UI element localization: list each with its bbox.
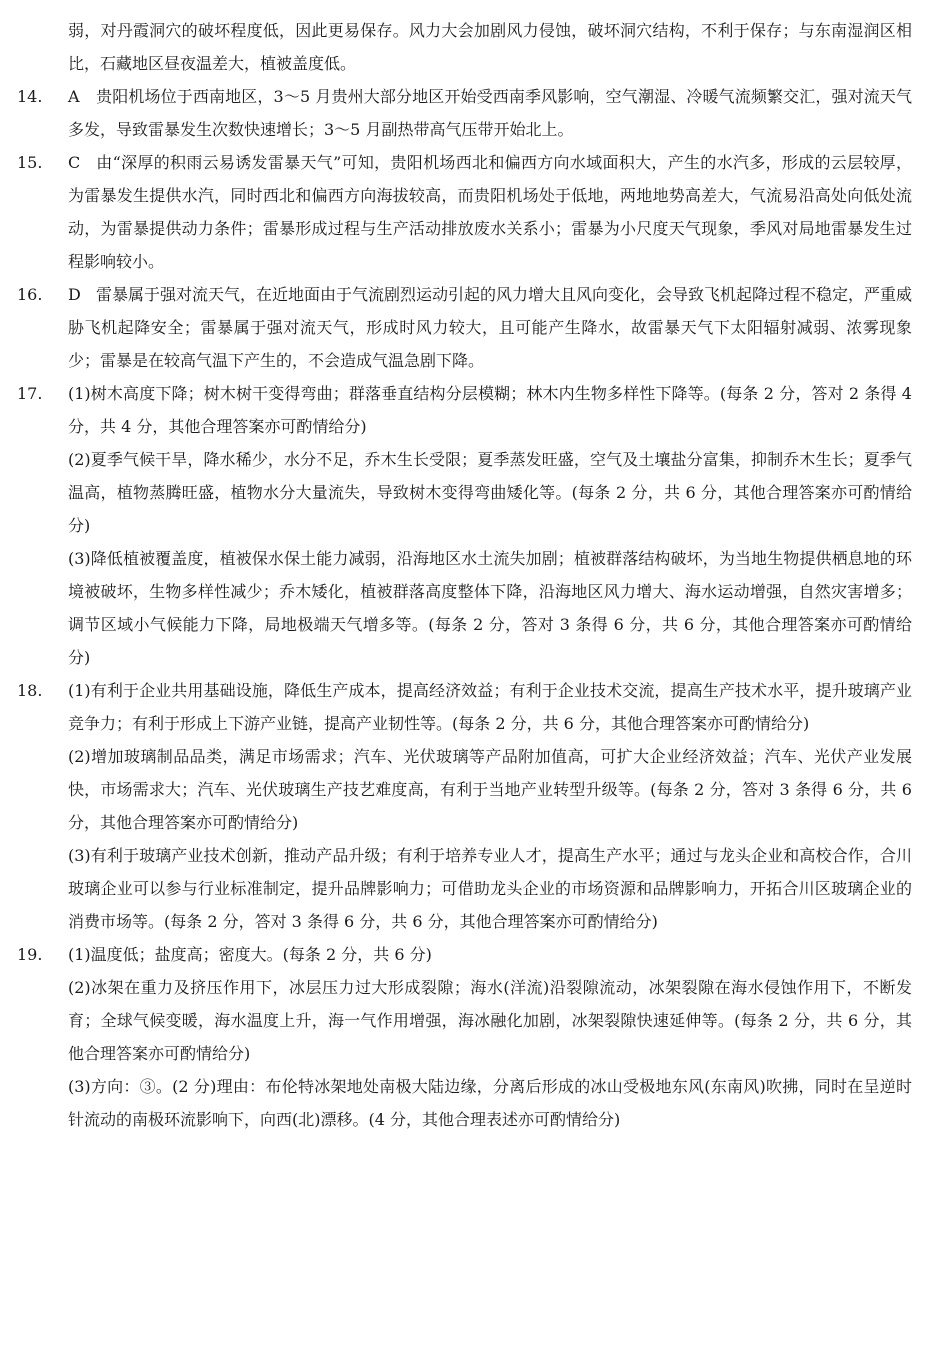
question-19 bbox=[17, 938, 912, 1136]
explanation-text: 雷暴属于强对流天气，在近地面由于气流剧烈运动引起的风力增大且风向变化，会导致飞机起降过程不稳定，严重威胁飞机起降安全；雷暴属于强对流天气，形成时风力较大，且可能产生降水，故雷暴天气下太阳辐射减弱、浓雾现象少；雷暴是在较高气温下产生的，不会造成气温急剧下降。 bbox=[68, 285, 913, 370]
question-number: 16. bbox=[17, 285, 43, 304]
continuation-text: 弱，对丹霞洞穴的破坏程度低，因此更易保存。风力大会加剧风力侵蚀，破坏洞穴结构，不利于保存；与东南湿润区相比，石藏地区昼夜温差大，植被盖度低。 bbox=[68, 21, 912, 73]
explanation-text: 贵阳机场位于西南地区，3～5 月贵州大部分地区开始受西南季风影响，空气潮湿、冷暖气流频繁交汇，强对流天气多发，导致雷暴发生次数快速增长；3～5 月副热带高气压带开始北上。 bbox=[68, 87, 912, 139]
sub-answer-3: (3)降低植被覆盖度，植被保水保土能力减弱，沿海地区水土流失加剧；植被群落结构破坏，为当地生物提供栖息地的环境被破坏，生物多样性减少；乔木矮化，植被群落高度整体下降，沿海地区风力增大、海水运动增强，自然灾害增多；调节区域小气候能力下降，局地极端天气增多等。(每条 2 分，答对 3 条得 6 分，共 6 分，其他合理答案亦可酌情给分) bbox=[68, 549, 912, 667]
question-14 bbox=[17, 80, 912, 146]
question-17 bbox=[17, 377, 912, 674]
sub-answer-2: (2)增加玻璃制品品类，满足市场需求；汽车、光伏玻璃等产品附加值高，可扩大企业经济效益；汽车、光伏产业发展快，市场需求大；汽车、光伏玻璃生产技艺难度高，有利于当地产业转型升级等。(每条 2 分，答对 3 条得 6 分，共 6 分，其他合理答案亦可酌情给分) bbox=[68, 747, 912, 832]
question-number: 15. bbox=[17, 153, 43, 172]
sub-answer-1: (1)树木高度下降；树木树干变得弯曲；群落垂直结构分层模糊；林木内生物多样性下降等。(每条 2 分，答对 2 条得 4 分，共 4 分，其他合理答案亦可酌情给分) bbox=[68, 384, 912, 436]
question-number: 19. bbox=[17, 945, 43, 964]
sub-answer-1: (1)温度低；盐度高；密度大。(每条 2 分，共 6 分) bbox=[68, 945, 432, 964]
sub-answer-3: (3)有利于玻璃产业技术创新，推动产品升级；有利于培养专业人才，提高生产水平；通过与龙头企业和高校合作，合川玻璃企业可以参与行业标准制定，提升品牌影响力；可借助龙头企业的市场资源和品牌影响力，开拓合川区玻璃企业的消费市场等。(每条 2 分，答对 3 条得 6 分，共 6 分，其他合理答案亦可酌情给分) bbox=[68, 846, 912, 931]
answer-letter: C bbox=[68, 153, 81, 172]
question-answer bbox=[68, 278, 912, 377]
question-16 bbox=[17, 278, 913, 377]
sub-answer-3: (3)方向：③。(2 分)理由：布伦特冰架地处南极大陆边缘，分离后形成的冰山受极地东风(东南风)吹拂，同时在呈逆时针流动的南极环流影响下，向西(北)漂移。(4 分，其他合理表述亦可酌情给分) bbox=[68, 1077, 912, 1129]
question-answer bbox=[68, 80, 912, 146]
sub-answer-1: (1)有利于企业共用基础设施，降低生产成本，提高经济效益；有利于企业技术交流，提高生产技术水平，提升玻璃产业竞争力；有利于形成上下游产业链，提高产业韧性等。(每条 2 分，共 6 分，其他合理答案亦可酌情给分) bbox=[68, 681, 912, 733]
question-15 bbox=[17, 146, 912, 278]
question-18 bbox=[17, 674, 912, 938]
answer-letter: A bbox=[68, 87, 80, 106]
question-answer bbox=[68, 146, 912, 278]
question-number: 18. bbox=[17, 681, 43, 700]
question-number: 14. bbox=[17, 87, 43, 106]
sub-answer-2: (2)冰架在重力及挤压作用下，冰层压力过大形成裂隙；海水(洋流)沿裂隙流动，冰架裂隙在海水侵蚀作用下，不断发育；全球气候变暖，海水温度上升，海一气作用增强，海冰融化加剧，冰架裂隙快速延伸等。(每条 2 分，共 6 分，其他合理答案亦可酌情给分) bbox=[68, 978, 912, 1063]
explanation-text: 由“深厚的积雨云易诱发雷暴天气”可知，贵阳机场西北和偏西方向水域面积大，产生的水汽多，形成的云层较厚，为雷暴发生提供水汽，同时西北和偏西方向海拔较高，而贵阳机场处于低地，两地地势高差大，气流易沿高处向低处流动，为雷暴提供动力条件；雷暴形成过程与生产活动排放废水关系小；雷暴为小尺度天气现象，季风对局地雷暴发生过程影响较小。 bbox=[68, 153, 912, 271]
answer-letter: D bbox=[68, 285, 81, 304]
sub-answer-2: (2)夏季气候干旱，降水稀少，水分不足，乔木生长受限；夏季蒸发旺盛，空气及土壤盐分富集，抑制乔木生长；夏季气温高，植物蒸腾旺盛，植物水分大量流失，导致树木变得弯曲矮化等。(每条 2 分，共 6 分，其他合理答案亦可酌情给分) bbox=[68, 450, 912, 535]
question-number: 17. bbox=[17, 384, 43, 403]
